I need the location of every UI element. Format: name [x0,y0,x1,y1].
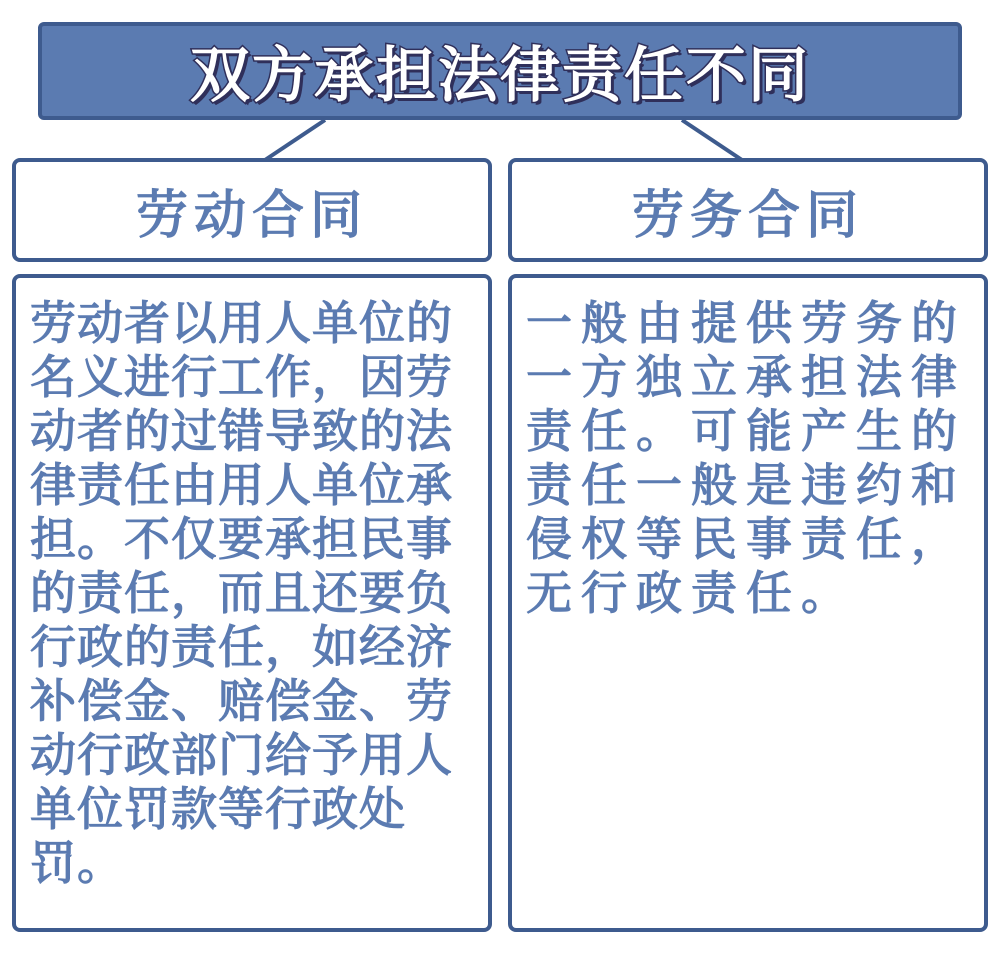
connector-right [682,120,742,160]
service-contract-content [508,274,988,932]
service-contract-header [508,158,988,262]
labor-contract-header [12,158,492,262]
labor-contract-content [12,274,492,932]
service-contract-title: 劳务合同 [631,185,864,246]
service-contract-description: 一般由提供劳务的一方独立承担法律责任。可能产生的责任一般是违约和侵权等民事责任，无行政责任。 [526,296,966,620]
labor-contract-title: 劳动合同 [135,185,368,246]
labor-contract-description: 劳动者以用人单位的名义进行工作，因劳动者的过错导致的法律责任由用人单位承担。不仅要承担民事的责任，而且还要负行政的责任，如经济补偿金、赔偿金、劳动行政部门给予用人单位罚款等行政处罚。 [30,296,453,890]
diagram-title: 双方承担法律责任不同 [190,41,810,111]
connector-left [265,120,325,160]
